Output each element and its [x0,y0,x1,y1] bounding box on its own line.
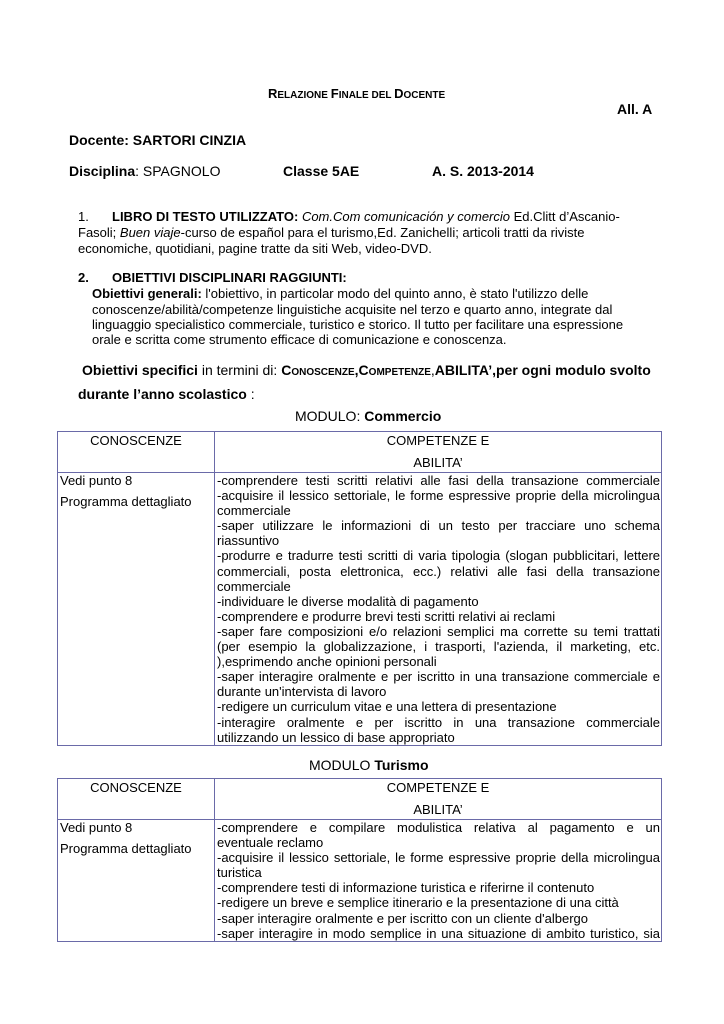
general-objectives-line-4: orale e scritta come strumento efficace di comunicazione e conoscenza. [92,332,507,347]
general-objectives-line-3: linguaggio specialistico commerciale, turistico e storico. Il tutto per facilitare una espressione [92,317,624,332]
specific-objectives-line-2: durante l’anno scolastico : [78,386,255,402]
class-field: Classe 5AE [283,163,360,179]
list-item: -saper interagire in modo semplice in una situazione di ambito turistico, sia [217,925,660,941]
school-year-field: A. S. 2013-2014 [432,163,534,179]
attachment-label: All. A [617,101,653,117]
list-item: eventuale reclamo [217,835,324,851]
list-item: -saper utilizzare le informazioni di un testo per tracciare uno schema [217,518,660,534]
section-1-number: 1. [78,209,89,224]
teacher-line: Docente: SARTORI CINZIA [69,132,247,148]
list-item: -individuare le diverse modalità di pagamento [217,593,479,609]
list-item: commerciale [217,503,291,519]
table-header-row [58,432,662,473]
list-item: -comprendere testi scritti relativi alle fasi della transazione commerciale [217,473,660,488]
module-2-table [57,778,662,942]
knowledge-cell: Vedi punto 8 Programma dettagliato [58,473,215,746]
knowledge-header: CONOSCENZE [58,432,215,473]
discipline-field: Disciplina: SPAGNOLO [69,163,221,179]
list-item: -acquisire il lessico settoriale, le forme espressive proprie della microlingua [217,850,660,866]
specific-objectives-line-1: Obiettivi specifici in termini di: CONOSCENZE,COMPETENZE,ABILITA’,per ogni modulo svolto [82,362,651,378]
page-title: RELAZIONE FINALE DEL DOCENTE [268,86,446,101]
list-item: -saper interagire oralmente e per iscritto con un cliente d'albergo [217,910,589,926]
knowledge-header: CONOSCENZE [58,779,215,820]
general-objectives-line-2: conoscenze/abilità/competenze linguistiche acquisite nel terzo e quarto anno, integrate dal [92,302,613,317]
list-item: -comprendere e produrre brevi testi scritti relativi ai reclami [217,608,556,624]
table-row [58,820,662,942]
list-item: -saper interagire oralmente e per iscritto in una transazione commerciale e [217,669,660,685]
list-item: utilizzando un lessico di base appropriato [217,729,455,745]
section-1-line-3: economiche, quotidiani, pagine tratte da siti Web, video-DVD. [78,241,432,256]
list-item: riassuntivo [217,533,280,549]
list-item: durante un'intervista di lavoro [217,684,387,700]
section-1-line-1: LIBRO DI TESTO UTILIZZATO: Com.Com comunicación y comercio Ed.Clitt d’Ascanio- [112,209,620,224]
section-1-line-2: Fasoli; Buen viaje-curso de español para el turismo,Ed. Zanichelli; articoli tratti da riviste [78,225,585,240]
section-2-number: 2. [78,270,89,285]
list-item: -redigere un curriculum vitae e una lettera di presentazione [217,699,557,715]
list-item: (per esempio la globalizzazione, i trasporti, l'azienda, il marketing, etc. [217,639,660,655]
list-item: ),esprimendo anche opinioni personali [217,654,437,670]
list-item: -acquisire il lessico settoriale, le forme espressive proprie della microlingua [217,488,660,504]
list-item: commerciali, posta elettronica, ecc.) relativi alle fasi della transazione [217,563,660,579]
list-item: -comprendere e compilare modulistica relativa al pagamento e un [217,820,660,835]
skills-cell [215,473,662,746]
section-2-heading: OBIETTIVI DISCIPLINARI RAGGIUNTI: [112,270,347,285]
module-1-table [57,431,662,746]
list-item: turistica [217,865,262,881]
list-item: commerciale [217,578,291,594]
general-objectives-line-1: Obiettivi generali: l'obiettivo, in particolar modo del quinto anno, è stato l'utilizzo delle [92,286,589,301]
skills-header: COMPETENZE E ABILITA’ [215,432,662,473]
module-2-title: MODULO Turismo [309,757,429,773]
table-header-row [58,779,662,820]
skills-cell [215,820,662,942]
list-item: -interagire oralmente e per iscritto in una transazione commerciale [217,714,660,730]
skills-header: COMPETENZE E ABILITA’ [215,779,662,820]
list-item: -redigere un breve e semplice itinerario e la presentazione di una città [217,895,619,911]
knowledge-cell: Vedi punto 8 Programma dettagliato [58,820,215,942]
table-row [58,473,662,746]
module-1-title: MODULO: Commercio [295,408,442,424]
list-item: -saper fare composizioni e/o relazioni semplici ma corrette su temi trattati [217,623,660,639]
list-item: -produrre e tradurre testi scritti di varia tipologia (slogan pubblicitari, lettere [217,548,660,564]
list-item: -comprendere testi di informazione turistica e riferirne il contenuto [217,880,595,896]
